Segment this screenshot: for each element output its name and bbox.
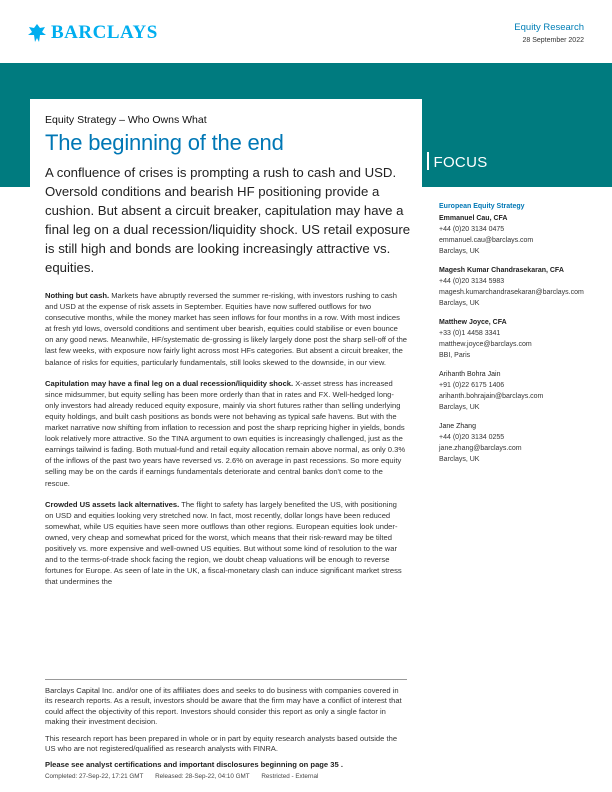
article-body — [45, 290, 407, 597]
analyst-email[interactable]: jane.zhang@barclays.com — [439, 445, 522, 452]
analyst-name: Magesh Kumar Chandrasekaran, CFA — [439, 267, 564, 274]
analyst-group-title: European Equity Strategy — [439, 203, 525, 210]
analyst-name: Matthew Joyce, CFA — [439, 319, 507, 326]
paragraph-lead: Capitulation may have a final leg on a dual recession/liquidity shock. — [45, 378, 294, 388]
analyst-phone: +44 (0)20 3134 0255 — [439, 434, 505, 441]
barclays-logo — [27, 22, 158, 44]
disclaimer-footer — [45, 679, 407, 782]
focus-text: FOCUS — [433, 154, 488, 171]
analyst-name: Jane Zhang — [439, 423, 476, 430]
report-kicker: Equity Strategy – Who Owns What — [45, 114, 207, 126]
analyst-location: BBI, Paris — [439, 352, 471, 359]
report-date: 28 September 2022 — [522, 37, 584, 44]
focus-bar — [427, 152, 429, 170]
certifications-note: Please see analyst certifications and important disclosures beginning on page 35 . — [45, 760, 343, 770]
analyst-card — [439, 265, 609, 309]
released-timestamp: Released: 28-Sep-22, 04:10 GMT — [155, 772, 250, 780]
paragraph-text: Markets have abruptly reversed the summer re-risking, with investors rushing to cash and USD at the expense of risk assets in September. Equities have now suffered outflows for two consecutive months, while the money market has seen inflows for four months in a row. With most indices at fresh ytd lows, oversold conditions and sentiment uber bearish, equities could stabilise or even bounce on any good news. Meanwhile, HF/systematic de-grossing is likely largely done post the sharp sell-off of the last few weeks, with exposure now fairly light across most HFs categories. But absent a circuit breaker, the balance of risks for equities, particularly fundamentals, still looks skewed to the downside, in our view. — [45, 291, 408, 367]
analyst-name: Arihanth Bohra Jain — [439, 371, 501, 378]
analyst-phone: +33 (0)1 4458 3341 — [439, 330, 501, 337]
analyst-name: Emmanuel Cau, CFA — [439, 215, 508, 222]
analyst-location: Barclays, UK — [439, 300, 480, 307]
analyst-email[interactable]: arihanth.bohrajain@barclays.com — [439, 393, 544, 400]
analyst-phone: +91 (0)22 6175 1406 — [439, 382, 505, 389]
logo-text: BARCLAYS — [51, 22, 158, 43]
disclaimer-finra: This research report has been prepared in whole or in part by equity research analysts based outside the US who are not registered/qualified as research analysts with FINRA. — [45, 733, 398, 754]
analyst-email[interactable]: emmanuel.cau@barclays.com — [439, 237, 534, 244]
paragraph-text: The flight to safety has largely benefited the US, with positioning on USD and equities looking very stretched now. In fact, most recently, dollar longs have been reduced somewhat, while US equities have seen more outflows than other regions. European equities look under-owned, very cheap and somewhat priced for the worst, which means that their risk-reward may be tilted positively vs. more expensive and well-owned US equities. But without some kind of resolution to the war and to the terms-of-trade shock facing the region, we doubt cheap valuations will be enough to reverse fortunes for Europe. As seen of late in the UK, a fiscal-monetary clash can induce significant market stress that undermines the — [45, 499, 402, 587]
paragraph-lead: Nothing but cash. — [45, 291, 110, 300]
analyst-email[interactable]: magesh.kumarchandrasekaran@barclays.com — [439, 289, 584, 296]
analyst-card — [439, 317, 609, 361]
analyst-location: Barclays, UK — [439, 456, 480, 463]
page-title: The beginning of the end — [45, 130, 284, 155]
completed-timestamp: Completed: 27-Sep-22, 17:21 GMT — [45, 772, 144, 780]
eagle-icon — [27, 23, 47, 43]
paragraph-text: X-asset stress has increased since midsummer, but equity selling has been more orderly than that in rates and FX. Well-hedged long-only investors had already reduced equity exposure, mainly via short futures rather than selling underlying equity holdings, and built cash positions as bonds were not behaving as typical safe havens. But with the market narrative now shifting from inflation to recession and post the sharp repricing higher in yields, bonds look relatively more attractive. So the TINA argument to own equities is increasingly challenged, just as the earnings tailwind is fading. Both mutual-fund and retail equity allocation remain above normal, as only 0.3% of the inflows of the past two years have reversed vs. 2.6% on average in past recessions. So more equity selling may be on the cards if earnings fundamentals deteriorate and central banks don't come to the rescue. — [45, 378, 406, 488]
classification-label: Restricted - External — [261, 772, 319, 780]
focus-label — [427, 152, 488, 171]
analyst-list — [439, 201, 609, 473]
body-paragraph — [45, 290, 407, 368]
analyst-email[interactable]: matthew.joyce@barclays.com — [439, 341, 532, 348]
analyst-phone: +44 (0)20 3134 0475 — [439, 226, 505, 233]
analyst-card — [439, 213, 609, 257]
lede-paragraph: A confluence of crises is prompting a rush to cash and USD. Oversold conditions and bearish HF positioning provide a cushion. But absent a circuit breaker, capitulation may have a final leg on a dual recession/liquidity shock. US retail exposure is still high and bonds are looking increasingly attractive vs. equities. — [45, 165, 411, 275]
analyst-phone: +44 (0)20 3134 5983 — [439, 278, 505, 285]
analyst-location: Barclays, UK — [439, 248, 480, 255]
report-header — [514, 22, 584, 44]
body-paragraph — [45, 499, 407, 588]
paragraph-lead: Crowded US assets lack alternatives. — [45, 499, 180, 509]
analyst-location: Barclays, UK — [439, 404, 480, 411]
analyst-card — [439, 421, 609, 465]
body-paragraph — [45, 378, 407, 489]
department-label: Equity Research — [514, 22, 584, 33]
report-meta — [45, 772, 407, 782]
disclaimer-conflict: Barclays Capital Inc. and/or one of its affiliates does and seeks to do business with companies covered in its research reports. As a result, investors should be aware that the firm may have a conflict of interest that could affect the objectivity of this report. Investors should consider this report as only a single factor in making their investment decision. — [45, 686, 402, 727]
analyst-card — [439, 369, 609, 413]
